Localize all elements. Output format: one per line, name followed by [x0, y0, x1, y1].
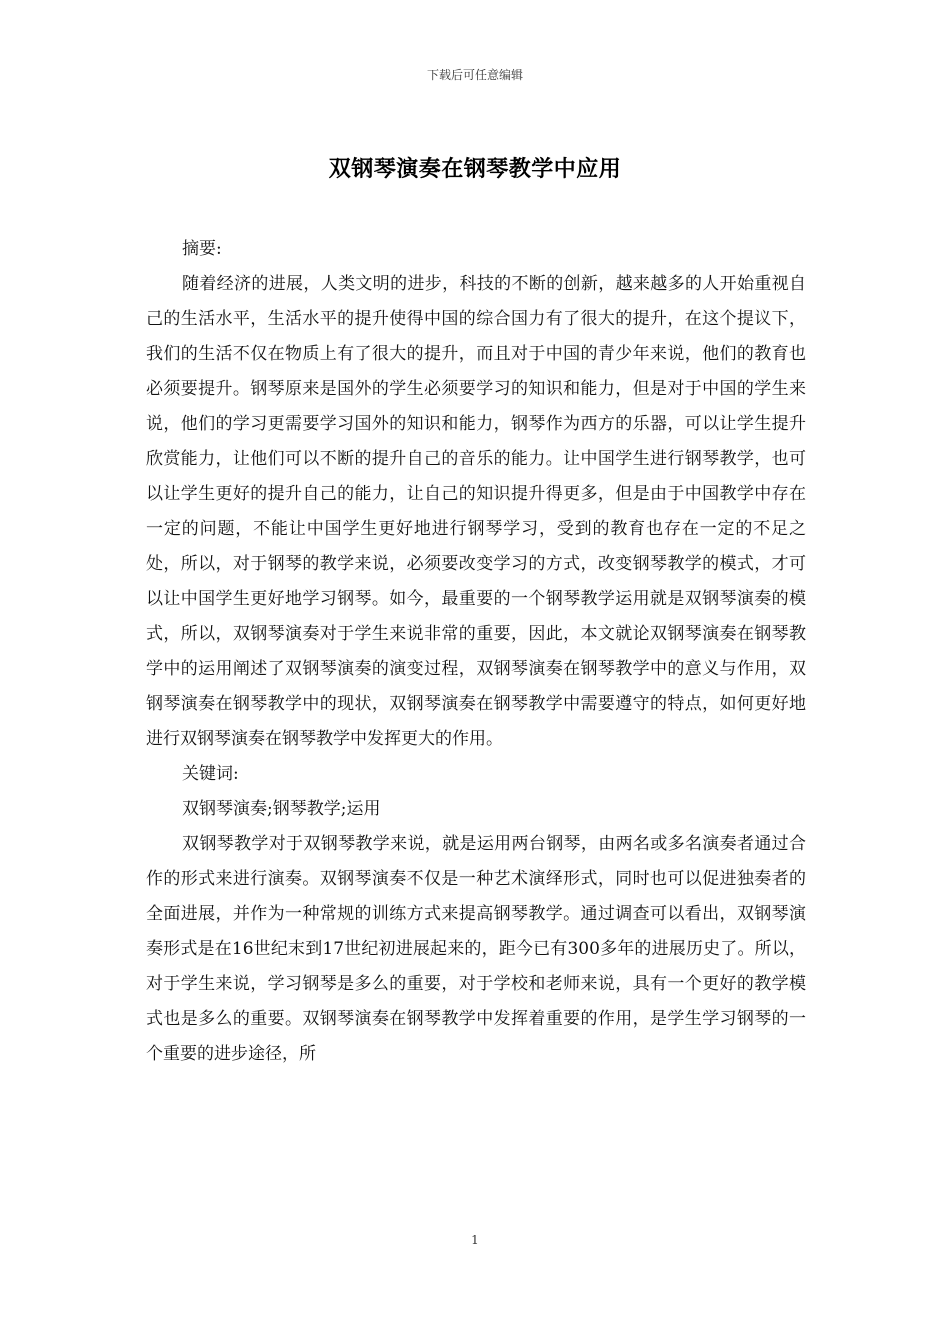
- keywords-list: 双钢琴演奏;钢琴教学;运用: [182, 799, 381, 819]
- abstract-label: 摘要:: [182, 239, 222, 259]
- keywords-label: 关键词:: [182, 764, 239, 784]
- page-number: 1: [471, 1233, 479, 1247]
- intro-paragraph: 双钢琴教学对于双钢琴教学来说，就是运用两台钢琴，由两名或多名演奏者通过合作的形式来进行演奏。双钢琴演奏不仅是一种艺术演绎形式，同时也可以促进独奏者的全面进展，并作为一种常规的训练方式来提高钢琴教学。通过调查可以看出，双钢琴演奏形式是在16世纪末到17世纪初进展起来的，距今已有300多年的进展历史了。所以，对于学生来说，学习钢琴是多么的重要，对于学校和老师来说，具有一个更好的教学模式也是多么的重要。双钢琴演奏在钢琴教学中发挥着重要的作用，是学生学习钢琴的一个重要的进步途径，所: [146, 834, 806, 1064]
- abstract-paragraph: 随着经济的进展，人类文明的进步，科技的不断的创新，越来越多的人开始重视自己的生活水平，生活水平的提升使得中国的综合国力有了很大的提升，在这个提议下，我们的生活不仅在物质上有了很大的提升，而且对于中国的青少年来说，他们的教育也必须要提升。钢琴原来是国外的学生必须要学习的知识和能力，但是对于中国的学生来说，他们的学习更需要学习国外的知识和能力，钢琴作为西方的乐器，可以让学生提升欣赏能力，让他们可以不断的提升自己的音乐的能力。让中国学生进行钢琴教学，也可以让学生更好的提升自己的能力，让自己的知识提升得更多，但是由于中国教学中存在一定的问题，不能让中国学生更好地进行钢琴学习，受到的教育也存在一定的不足之处，所以，对于钢琴的教学来说，必须要改变学习的方式，改变钢琴教学的模式，才可以让中国学生更好地学习钢琴。如今，最重要的一个钢琴教学运用就是双钢琴演奏的模式，所以，双钢琴演奏对于学生来说非常的重要，因此，本文就论双钢琴演奏在钢琴教学中的运用阐述了双钢琴演奏的演变过程，双钢琴演奏在钢琴教学中的意义与作用，双钢琴演奏在钢琴教学中的现状，双钢琴演奏在钢琴教学中需要遵守的特点，如何更好地进行双钢琴演奏在钢琴教学中发挥更大的作用。: [146, 274, 806, 749]
- document-title: 双钢琴演奏在钢琴教学中应用: [328, 156, 622, 182]
- header-note: 下载后可任意编辑: [426, 68, 523, 82]
- document-body: [146, 232, 806, 1072]
